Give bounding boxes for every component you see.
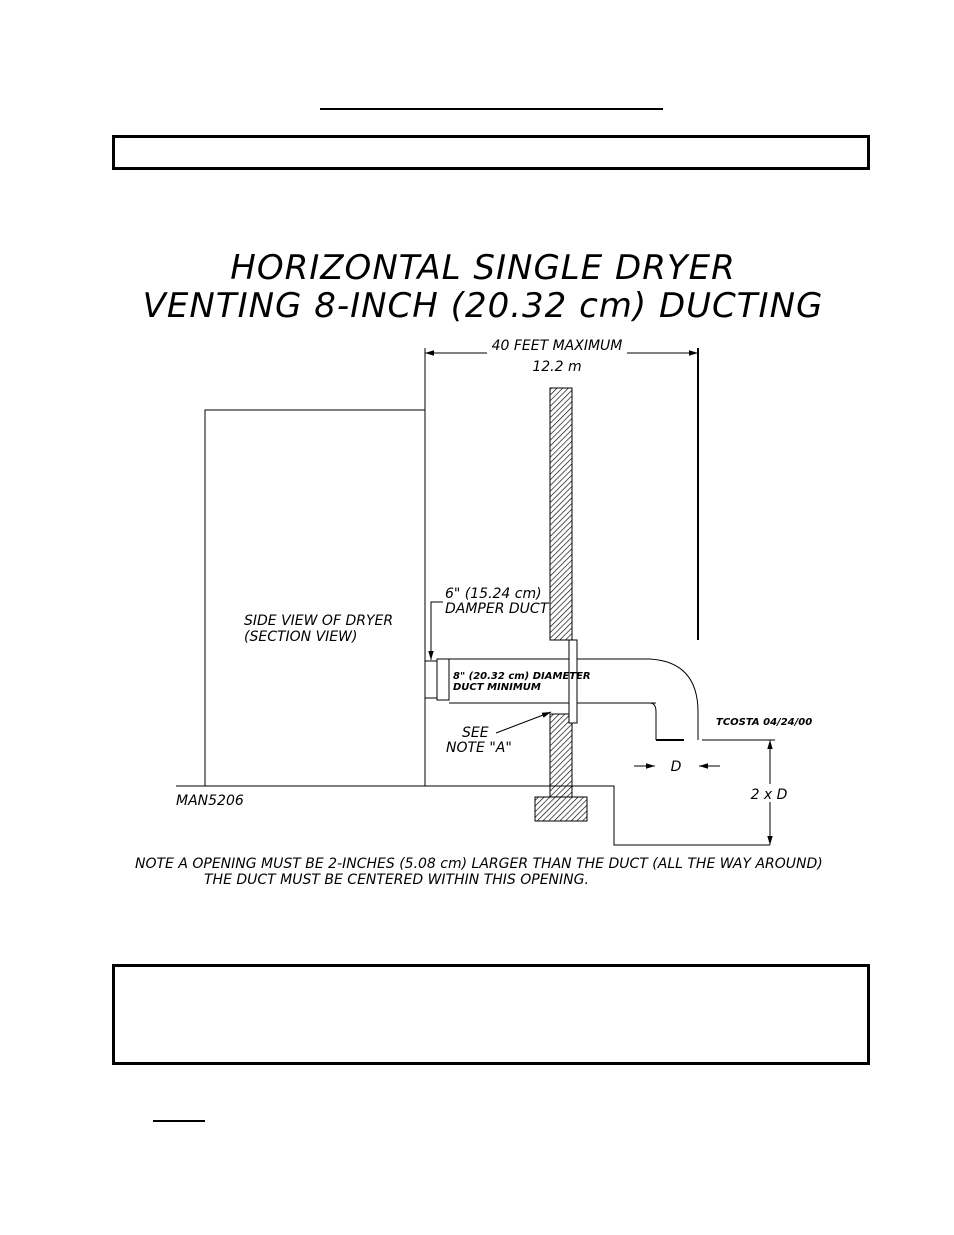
main-duct-inner (437, 659, 449, 700)
two-d-dimension-label: 2 x D (750, 787, 788, 803)
wall-upper-section (550, 388, 572, 640)
see-note-line2: NOTE "A" (446, 740, 512, 756)
drawing-id: MAN5206 (176, 793, 244, 809)
diagram-title-line1: HORIZONTAL SINGLE DRYER (230, 248, 736, 288)
duct-elbow-outer (650, 659, 698, 740)
diagram-title-line2: VENTING 8-INCH (20.32 cm) DUCTING (142, 286, 824, 326)
grade-step-line (572, 786, 770, 845)
dryer-outline (205, 410, 425, 786)
author-stamp: TCOSTA 04/24/00 (716, 717, 813, 728)
note-a-line1: NOTE A OPENING MUST BE 2-INCHES (5.08 cm) LARGER THAN THE DUCT (ALL THE WAY AROUND) (135, 856, 823, 872)
note-a-line2: THE DUCT MUST BE CENTERED WITHIN THIS OPENING. (204, 872, 589, 888)
wall-footing (535, 797, 587, 821)
see-note-leader (496, 712, 551, 733)
damper-leader (431, 602, 443, 660)
max-length-meters-label: 12.2 m (532, 359, 582, 375)
duct-label-line2: DUCT MINIMUM (453, 682, 541, 693)
damper-label-line2: DAMPER DUCT (445, 601, 549, 617)
damper-label-line1: 6" (15.24 cm) (445, 586, 542, 602)
duct-elbow-inner (650, 703, 656, 740)
duct-label-line1: 8" (20.32 cm) DIAMETER (453, 671, 591, 682)
wall-lower-section (550, 714, 572, 790)
d-dimension-label: D (670, 759, 682, 775)
max-length-feet-label: 40 FEET MAXIMUM (491, 338, 623, 354)
see-note-line1: SEE (462, 725, 489, 741)
damper-duct (425, 661, 437, 698)
wall-footing-neck (550, 786, 572, 797)
dryer-label-line2: (SECTION VIEW) (244, 629, 358, 645)
dryer-label-line1: SIDE VIEW OF DRYER (244, 613, 394, 629)
